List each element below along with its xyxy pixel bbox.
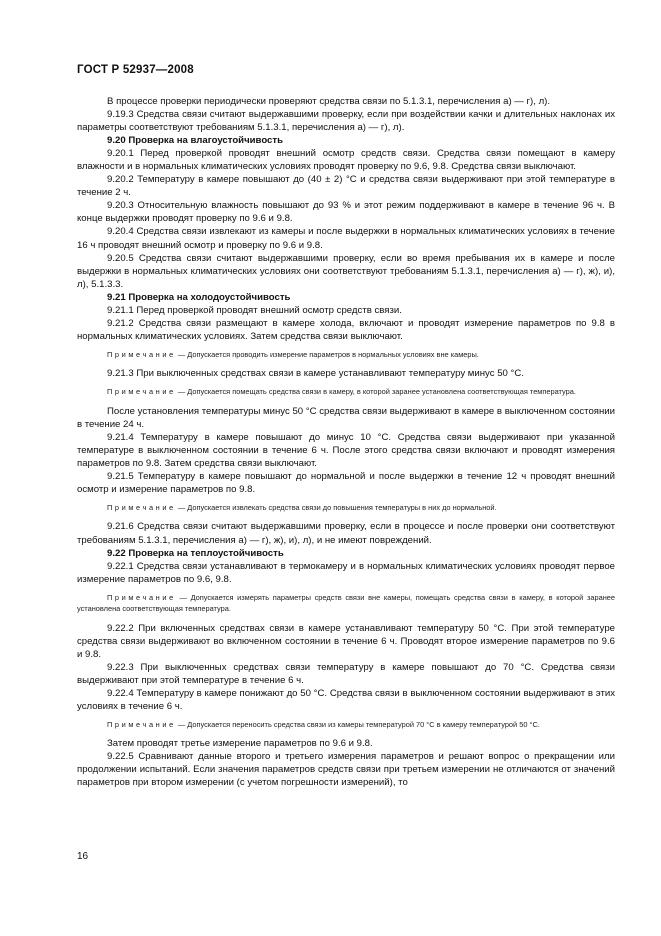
note-text: Допускается измерять параметры средств связи вне камеры, помещать средства связи в камеру, в которой заранее установлена соответствующая температура. (77, 592, 615, 614)
paragraph: 9.21.2 Средства связи размещают в камере холода, включают и проводят измерение параметров по 9.8 в нормальных климатических условиях. Затем средства связи выключают. (77, 317, 615, 342)
note-text: Допускается извлекать средства связи до повышения температуры в них до нормальной. (187, 503, 497, 513)
paragraph: 9.20.5 Средства связи считают выдержавшими проверку, если во время пребывания их в камере и после выдержки в нормальных климатических условиях они соответствуют требованиям 5.1.3.1, перечисления а) — г), ж), и), л), 5.1.3.3. (77, 252, 615, 290)
paragraph: 9.22.4 Температуру в камере понижают до 50 °С. Средства связи в выключенном состоянии выдерживают в этих условиях в течение 6 ч. (77, 687, 615, 712)
note-label: Примечание (107, 592, 176, 602)
paragraph: В процессе проверки периодически проверяют средства связи по 5.1.3.1, перечисления а) — г), л). (107, 96, 551, 107)
page-number: 16 (77, 851, 89, 862)
paragraph: 9.22.2 При включенных средствах связи в камере устанавливают температуру 50 °С. При этой температуре средства связи выдерживают во включенном состоянии в течение 6 ч. Проводят второе измерение параметров по 9.6 и 9.8. (77, 622, 615, 660)
note: Примечание — Допускается переносить средства связи из камеры температурой 70 °С в камеру температурой 50 °С. (107, 719, 540, 729)
note-label: Примечание (107, 719, 176, 729)
note-text: Допускается помещать средства связи в камеру, в которой заранее установлена соответствующая температура. (187, 387, 576, 397)
paragraph: 9.22.5 Сравнивают данные второго и третьего измерения параметров и решают вопрос о прекращении или продолжении испытаний. Если значения параметров средств связи при третьем измерении не отличаются от значений параметров при втором измерении (с учетом погрешности измерений), то (77, 751, 615, 789)
paragraph: 9.22.1 Средства связи устанавливают в термокамеру и в нормальных климатических условиях проводят первое измерение параметров по 9.6, 9.8. (77, 560, 615, 585)
section-heading: 9.21 Проверка на холодоустойчивость (107, 291, 291, 303)
note: Примечание — Допускается проводить измерение параметров в нормальных условиях вне камеры. (107, 349, 479, 359)
paragraph: 9.21.6 Средства связи считают выдержавшими проверку, если в процессе и после проверки они соответствуют требованиям 5.1.3.1, перечисления а) — г), ж), и), л), и не имеют повреждений. (77, 521, 615, 546)
note-label: Примечание (107, 387, 176, 397)
note: Примечание — Допускается извлекать средства связи до повышения температуры в них до нормальной. (107, 503, 497, 513)
paragraph: 9.19.3 Средства связи считают выдержавшими проверку, если при воздействии качки и длительных наклонах их параметры соответствуют требованиям 5.1.3.1, перечисления а) — г), л). (77, 109, 615, 134)
section-heading: 9.20 Проверка на влагоустойчивость (107, 135, 283, 147)
note-text: Допускается проводить измерение параметров в нормальных условиях вне камеры. (187, 349, 479, 359)
note-text: Допускается переносить средства связи из камеры температурой 70 °С в камеру температурой 50 °С. (187, 719, 540, 729)
paragraph: После установления температуры минус 50 °С средства связи выдерживают в камере в выключенном состоянии в течение 24 ч. (77, 405, 615, 430)
document-body (77, 95, 615, 789)
paragraph: 9.21.5 Температуру в камере повышают до нормальной и после выдержки в течение 12 ч проводят внешний осмотр и измерение параметров по 9.8. (77, 470, 615, 496)
paragraph: 9.21.3 При выключенных средствах связи в камере устанавливают температуру минус 50 °С. (107, 368, 524, 380)
note: Примечание — Допускается помещать средства связи в камеру, в которой заранее установлена соответствующая температура. (107, 387, 576, 397)
note-label: Примечание (107, 503, 176, 513)
paragraph: 9.22.3 При выключенных средствах связи температуру в камере повышают до 70 °С. Средства связи выдерживают при этой температуре в течение 6 ч. (77, 661, 615, 686)
document-header: ГОСТ Р 52937—2008 (77, 64, 194, 76)
paragraph: 9.20.2 Температуру в камере повышают до (40 ± 2) °С и средства связи выдерживают при этой температуре в течение 2 ч. (77, 174, 615, 199)
note: Примечание — Допускается измерять параметры средств связи вне камеры, помещать средства связи в камеру, в которой заранее установлена соответствующая температура. (77, 592, 615, 614)
note-label: Примечание (107, 349, 176, 359)
paragraph: 9.20.1 Перед проверкой проводят внешний осмотр средств связи. Средства связи помещают в камеру влажности и в нормальных климатических условиях проводят проверку по 9.6, 9.8. Средства связи выключают. (77, 148, 615, 173)
section-heading: 9.22 Проверка на теплоустойчивость (107, 547, 284, 559)
paragraph: 9.20.4 Средства связи извлекают из камеры и после выдержки в нормальных климатических условиях в течение 16 ч проводят внешний осмотр и проверку по 9.6 и 9.8. (77, 226, 615, 251)
paragraph: Затем проводят третье измерение параметров по 9.6 и 9.8. (107, 738, 373, 750)
paragraph: 9.21.1 Перед проверкой проводят внешний осмотр средств связи. (107, 304, 402, 316)
paragraph: 9.20.3 Относительную влажность повышают до 93 % и этот режим поддерживают в камере в течение 96 ч. В конце выдержки проводят проверку по 9.6 и 9.8. (77, 200, 615, 225)
paragraph: 9.21.4 Температуру в камере повышают до минус 10 °С. Средства связи выдерживают при указанной температуре в выключенном состоянии в течение 6 ч. После этого средства связи включают и проводят измерения параметров по 9.8. Затем средства связи выключают. (77, 431, 615, 469)
